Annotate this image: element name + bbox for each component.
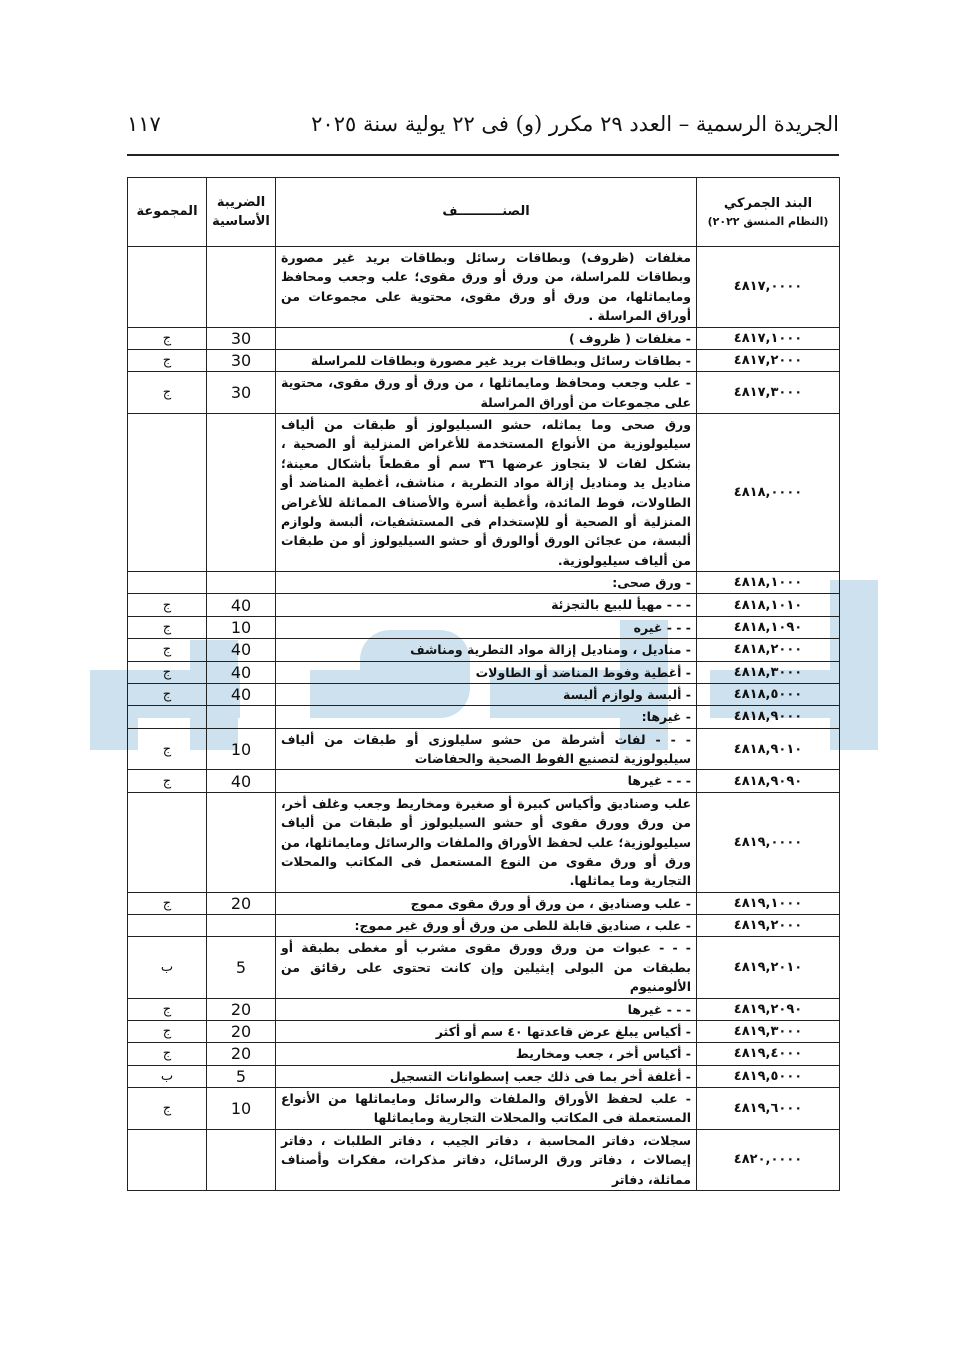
base-rate: [207, 792, 276, 892]
rate-group: [128, 915, 207, 937]
table-row: [128, 594, 840, 616]
base-rate: 5: [207, 937, 276, 998]
item-description: مغلفات (ظروف) وبطاقات رسائل وبطاقات بريد غير مصورة وبطاقات للمراسلة، من ورق أو ورق مقوى؛ علب وجعب ومحافظ ومايماثلها، من ورق أو ورق مقوى، محتوية على مجموعات من أوراق المراسلة .: [276, 247, 697, 328]
item-description: - أكياس أخر ، جعب ومخاريط: [276, 1043, 697, 1065]
item-description: - أغطية وفوط المناضد أو الطاولات: [276, 661, 697, 683]
item-description: - - - غيرها: [276, 998, 697, 1020]
item-description: - غيرها:: [276, 706, 697, 728]
header-title: الجريدة الرسمية – العدد ٢٩ مكرر (و) فى ٢٢ يولية سنة ٢٠٢٥: [311, 112, 839, 136]
item-description: - ورق صحى:: [276, 572, 697, 594]
item-description: - - - غيرها: [276, 770, 697, 792]
table-row: [128, 616, 840, 638]
rate-group: ج: [128, 1020, 207, 1042]
base-rate: 20: [207, 1043, 276, 1065]
tariff-code: ٤٨١٨,٩٠٠٠: [697, 706, 840, 728]
rate-group: ج: [128, 372, 207, 414]
table-row: [128, 915, 840, 937]
item-description: علب وصناديق وأكياس كبيرة أو صغيرة ومخاريط وجعب وغلف أخر، من ورق وورق مقوى أو حشو السيليولوز أو طبقات من ألياف سيليولوزية؛ علب لحفظ الأوراق والملفات والرسائل ومايماثلها، من ورق أو ورق مقوى من النوع المستعمل فى المكاتب والمحلات التجارية وما يماثلها.: [276, 792, 697, 892]
item-description: - علب وجعب ومحافظ ومايماثلها ، من ورق أو ورق مقوى، محتوية على مجموعات من أوراق المراسلة: [276, 372, 697, 414]
rate-group: [128, 706, 207, 728]
rate-group: ج: [128, 728, 207, 770]
tariff-code: ٤٨١٨,٩٠١٠: [697, 728, 840, 770]
table-row: [128, 706, 840, 728]
rate-group: ب: [128, 937, 207, 998]
tariff-code: ٤٨١٩,٢٠١٠: [697, 937, 840, 998]
base-rate: 20: [207, 1020, 276, 1042]
base-rate: 40: [207, 770, 276, 792]
tariff-code: ٤٨١٩,٤٠٠٠: [697, 1043, 840, 1065]
table-header-row: [128, 178, 840, 247]
tariff-code: ٤٨١٩,١٠٠٠: [697, 892, 840, 914]
table-row: [128, 683, 840, 705]
tariff-code: ٤٨٢٠,٠٠٠٠: [697, 1129, 840, 1190]
column-header-description: الصنــــــــــف: [276, 178, 697, 247]
rate-group: ج: [128, 1043, 207, 1065]
base-rate: 40: [207, 661, 276, 683]
rate-group: ج: [128, 892, 207, 914]
column-header-rate: الضريبة الأساسية: [207, 178, 276, 247]
item-description: - علب ، صناديق قابلة للطى من ورق أو ورق غير مموج:: [276, 915, 697, 937]
table-row: [128, 1088, 840, 1130]
base-rate: 10: [207, 1088, 276, 1130]
item-description: - - - مهيأ للبيع بالتجزئة: [276, 594, 697, 616]
column-header-code: [697, 178, 840, 247]
tariff-code: ٤٨١٩,٠٠٠٠: [697, 792, 840, 892]
table-row: [128, 414, 840, 572]
rate-group: ج: [128, 998, 207, 1020]
table-row: [128, 770, 840, 792]
base-rate: 40: [207, 683, 276, 705]
table-row: [128, 349, 840, 371]
item-description: - ألبسة ولوازم ألبسة: [276, 683, 697, 705]
tariff-code: ٤٨١٧,٠٠٠٠: [697, 247, 840, 328]
base-rate: 20: [207, 892, 276, 914]
base-rate: [207, 414, 276, 572]
tariff-code: ٤٨١٨,٠٠٠٠: [697, 414, 840, 572]
base-rate: 30: [207, 372, 276, 414]
base-rate: 30: [207, 327, 276, 349]
tariff-code: ٤٨١٩,٣٠٠٠: [697, 1020, 840, 1042]
rate-group: ج: [128, 594, 207, 616]
tariff-code: ٤٨١٩,٥٠٠٠: [697, 1065, 840, 1087]
table-row: [128, 327, 840, 349]
rate-group: [128, 1129, 207, 1190]
rate-group: ج: [128, 616, 207, 638]
tariff-code: ٤٨١٨,١٠٠٠: [697, 572, 840, 594]
rate-group: ج: [128, 661, 207, 683]
rate-group: [128, 247, 207, 328]
table-row: [128, 372, 840, 414]
tariff-code: ٤٨١٨,١٠١٠: [697, 594, 840, 616]
table-row: [128, 937, 840, 998]
base-rate: [207, 1129, 276, 1190]
table-row: [128, 728, 840, 770]
base-rate: [207, 572, 276, 594]
item-description: ورق صحى وما يماثله، حشو السيليولوز أو طبقات من ألياف سيليولوزية من الأنواع المستخدمة للأغراض المنزلية أو الصحية ، بشكل لفات لا يتجاوز عرضها ٣٦ سم أو مقطعاً بأشكال معينة؛ مناديل يد ومناديل إزالة مواد التطرية ، مناشف، أغطية المناضد أو الطاولات، فوط المائدة، وأغطية أسرة والأصناف المماثلة للأغراض المنزلية أو الصحية أو للإستخدام فى المستشفيات، ألبسة ولوازم ألبسة، من عجائن الورق أوالورق أو حشو السيليولوز أو من طبقات من ألياف سيليولوزية.: [276, 414, 697, 572]
rate-group: ب: [128, 1065, 207, 1087]
header-divider: [127, 154, 839, 156]
item-description: - أغلفة أخر بما فى ذلك جعب إسطوانات التسجيل: [276, 1065, 697, 1087]
column-header-group: المجموعة: [128, 178, 207, 247]
item-description: - أكياس يبلغ عرض قاعدتها ٤٠ سم أو أكثر: [276, 1020, 697, 1042]
rate-group: [128, 792, 207, 892]
rate-group: [128, 414, 207, 572]
base-rate: 10: [207, 616, 276, 638]
rate-group: [128, 572, 207, 594]
item-description: - - - لفات أشرطة من حشو سليلوزى أو طبقات من ألياف سيليولوزية لتصنيع الفوط الصحية والحفاضات: [276, 728, 697, 770]
table-row: [128, 1020, 840, 1042]
item-description: - مناديل ، ومناديل إزالة مواد التطرية ومناشف: [276, 639, 697, 661]
tariff-code: ٤٨١٧,١٠٠٠: [697, 327, 840, 349]
tariff-code: ٤٨١٧,٣٠٠٠: [697, 372, 840, 414]
rate-group: ج: [128, 683, 207, 705]
rate-group: ج: [128, 639, 207, 661]
tariff-code: ٤٨١٨,١٠٩٠: [697, 616, 840, 638]
column-header-code-label: البند الجمركي: [723, 196, 813, 211]
page-number: ١١٧: [127, 112, 161, 136]
table-row: [128, 892, 840, 914]
base-rate: 5: [207, 1065, 276, 1087]
base-rate: [207, 706, 276, 728]
table-row: [128, 792, 840, 892]
tariff-code: ٤٨١٩,٢٠٠٠: [697, 915, 840, 937]
table-row: [128, 572, 840, 594]
base-rate: 40: [207, 639, 276, 661]
item-description: - - - غيره: [276, 616, 697, 638]
base-rate: [207, 915, 276, 937]
tariff-code: ٤٨١٧,٢٠٠٠: [697, 349, 840, 371]
base-rate: 40: [207, 594, 276, 616]
tariff-code: ٤٨١٨,٣٠٠٠: [697, 661, 840, 683]
item-description: - - - عبوات من ورق وورق مقوى مشرب أو مغطى بطبقة أو بطبقات من البولى إيثيلين وإن كانت تحتوى على رقائق من الألومنيوم: [276, 937, 697, 998]
rate-group: ج: [128, 770, 207, 792]
table-row: [128, 639, 840, 661]
base-rate: 20: [207, 998, 276, 1020]
item-description: - علب وصناديق ، من ورق أو ورق مقوى مموج: [276, 892, 697, 914]
tariff-table: [127, 177, 840, 1191]
tariff-code: ٤٨١٨,٩٠٩٠: [697, 770, 840, 792]
base-rate: 10: [207, 728, 276, 770]
base-rate: 30: [207, 349, 276, 371]
page-header: [127, 104, 839, 144]
table-row: [128, 1065, 840, 1087]
item-description: - علب لحفظ الأوراق والملفات والرسائل ومايماثلها من الأنواع المستعملة فى المكاتب والمحلات التجارية ومايماثلها: [276, 1088, 697, 1130]
rate-group: ج: [128, 349, 207, 371]
item-description: - بطاقات رسائل وبطاقات بريد غير مصورة وبطاقات للمراسلة: [276, 349, 697, 371]
item-description: - مغلفات ( ظروف ): [276, 327, 697, 349]
table-row: [128, 1129, 840, 1190]
table-row: [128, 247, 840, 328]
tariff-code: ٤٨١٨,٥٠٠٠: [697, 683, 840, 705]
table-row: [128, 661, 840, 683]
column-header-code-sub: (النظام المنسق ٢٠٢٢): [707, 214, 829, 228]
base-rate: [207, 247, 276, 328]
tariff-code: ٤٨١٩,٢٠٩٠: [697, 998, 840, 1020]
table-row: [128, 1043, 840, 1065]
item-description: سجلات، دفاتر المحاسبة ، دفاتر الجيب ، دفاتر الطلبات ، دفاتر إيصالات ، دفاتر ورق الرسائل، دفاتر مذكرات، مفكرات وأصناف مماثلة، دفاتر: [276, 1129, 697, 1190]
tariff-code: ٤٨١٨,٢٠٠٠: [697, 639, 840, 661]
table-row: [128, 998, 840, 1020]
rate-group: ج: [128, 327, 207, 349]
table-body: [128, 247, 840, 1191]
rate-group: ج: [128, 1088, 207, 1130]
tariff-code: ٤٨١٩,٦٠٠٠: [697, 1088, 840, 1130]
